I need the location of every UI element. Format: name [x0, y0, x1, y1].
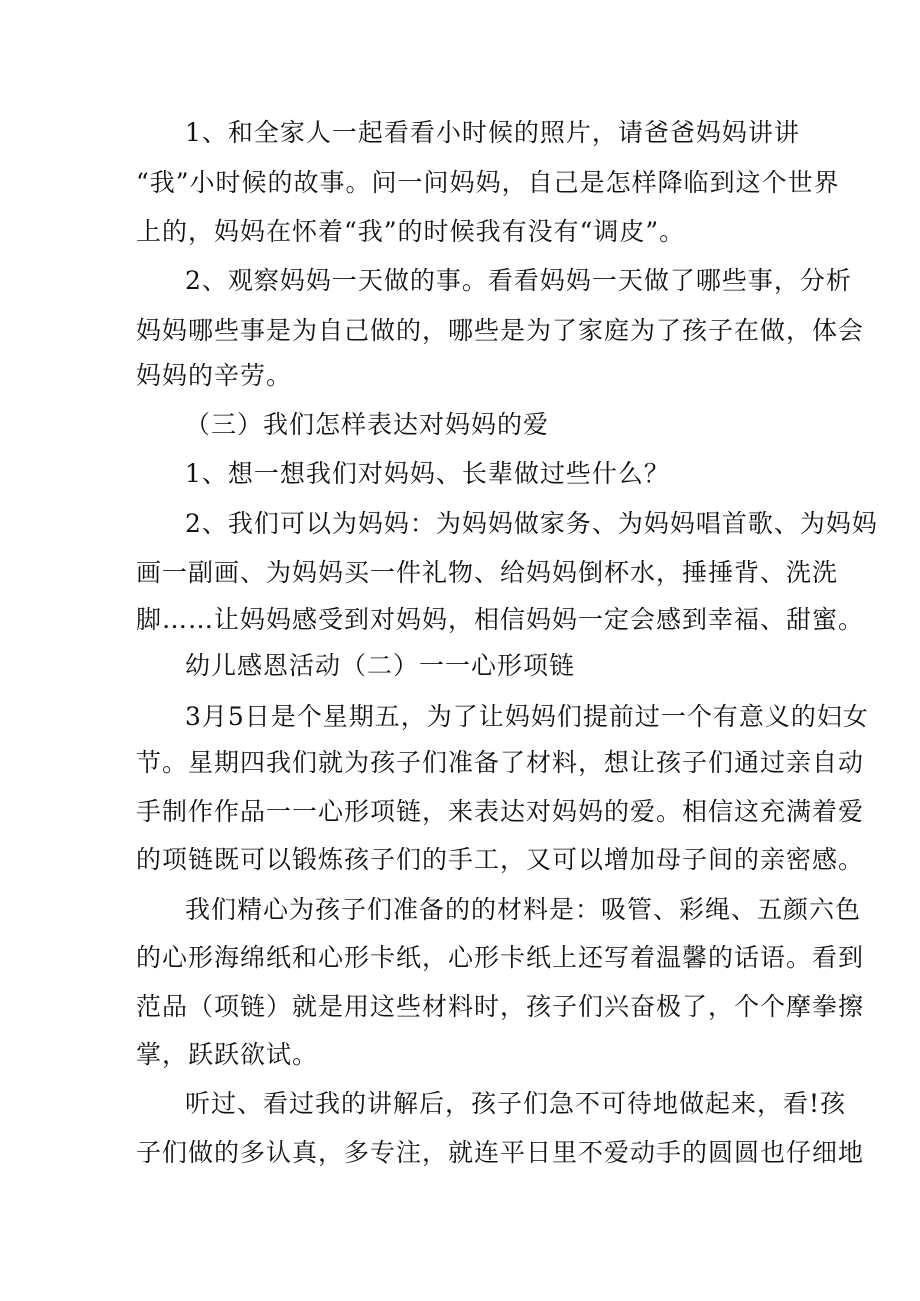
text-line-20: 掌，跃跃欲试。: [136, 1040, 319, 1069]
text-line-4: 2、观察妈妈一天做的事。看看妈妈一天做了哪些事，分析: [185, 266, 852, 295]
text-line-9: 2、我们可以为妈妈：为妈妈做家务、为妈妈唱首歌、为妈妈: [185, 509, 878, 538]
text-line-13: 3月5日是个星期五，为了让妈妈们提前过一个有意义的妇女: [185, 702, 869, 731]
text-line-2: “我”小时候的故事。问一问妈妈，自己是怎样降临到这个世界: [136, 168, 840, 197]
text-line-17: 我们精心为孩子们准备的的材料是：吸管、彩绳、五颜六色: [185, 895, 862, 924]
text-line-5: 妈妈哪些事是为自己做的，哪些是为了家庭为了孩子在做，体会: [136, 316, 865, 345]
text-line-21: 听过、看过我的讲解后，孩子们急不可待地做起来，看!孩: [185, 1089, 847, 1118]
text-line-10: 画一副画、为妈妈买一件礼物、给妈妈倒杯水，捶捶背、洗洗: [136, 558, 839, 587]
text-line-16: 的项链既可以锻炼孩子们的手工，又可以增加母子间的亲密感。: [136, 845, 865, 874]
text-line-18: 的心形海绵纸和心形卡纸，心形卡纸上还写着温馨的话语。看到: [136, 943, 865, 972]
text-line-19: 范品（项链）就是用这些材料时，孩子们兴奋极了，个个摩拳擦: [136, 992, 865, 1021]
text-line-11: 脚……让妈妈感受到对妈妈，相信妈妈一定会感到幸福、甜蜜。: [136, 605, 865, 634]
text-line-22: 子们做的多认真，多专注，就连平日里不爱动手的圆圆也仔细地: [136, 1138, 865, 1167]
text-line-3: 上的，妈妈在怀着“我”的时候我有没有“调皮”。: [136, 217, 686, 246]
text-line-15: 手制作作品一一心形项链，来表达对妈妈的爱。相信这充满着爱: [136, 797, 865, 826]
text-line-6: 妈妈的辛劳。: [136, 361, 293, 390]
section-heading-3: （三）我们怎样表达对妈妈的爱: [185, 410, 550, 439]
text-line-1: 1、和全家人一起看看小时候的照片，请爸爸妈妈讲讲: [185, 118, 800, 147]
text-line-14: 节。星期四我们就为孩子们准备了材料，想让孩子们通过亲自动: [136, 748, 865, 777]
activity-title: 幼儿感恩活动（二）一一心形项链: [185, 651, 576, 680]
text-line-8: 1、想一想我们对妈妈、长辈做过些什么？: [185, 459, 670, 488]
